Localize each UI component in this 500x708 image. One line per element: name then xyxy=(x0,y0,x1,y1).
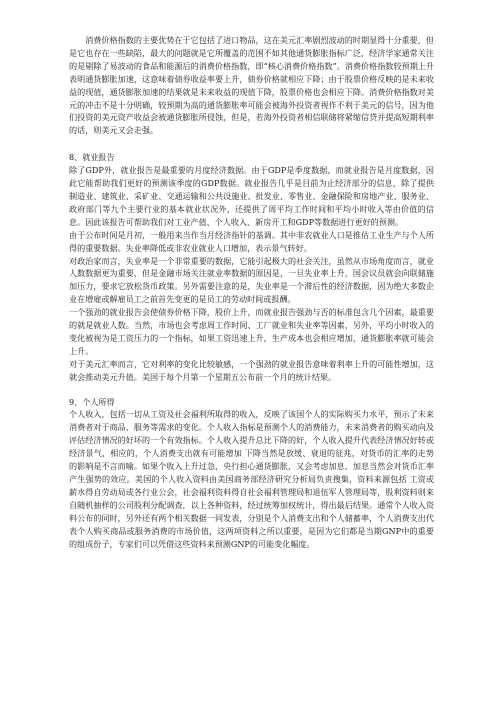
section-heading-employment: 8、就业报告 xyxy=(69,152,115,163)
section-heading-personal-income: 9、个人所得 xyxy=(69,396,115,407)
personal-income-paragraph: 个人收入，包括一切从工资及社会福利所取得的收入，反映了该国个人的实际购买力水平，预示了未来消费者对于商品、服务等需求的变化。个人收入指标是预测个人的消费能力，未来消费者的购买动向及评估经济情况的好坏的一个有效指标。个人收入提升总比下降的好，个人收入提升代表经济情况好转或经济景气，相应的，个人消费支出就有可能增加 下降当然是放缓、衰退的征兆，对货币的汇率的走势的影响是不言而喻。如果个收入上升过急，央行担心通货膨胀，又会考虑加息，加息当然会对货币汇率产生强势的效应。美国的个人收入资料由美国商务部经济研究分析局负责搜集，资料来源包括 工资或薪水得自劳动局或各行业公会，社会福利资料得自社会福利管理局和退伍军人管理局等，股利资料则来自随机抽样的公司股利分配调查，以上各种资料，经过统筹加权统计，得出最后结果。通常个人收入资料公布的同时，另外还有两个相关数据一同发表，分别是个人消费支出和个人储蓄率，个人消费支出代表个人购买商品或服务消费的市场价值，这两项资料之所以重要，是因为它们都是当期GNP中的重要的组成份子，专家们可以凭借这些资料来预测GNP的可能变化幅度。 xyxy=(69,409,434,549)
section-gap xyxy=(69,137,434,151)
employment-paragraph-1: 除了GDP外，就业报告是最重要的月度经济数据。由于GDP是季度数据，而就业报告是月度数据，因此它能帮助我们更好的预测该季度的GDP数据。就业报告几乎是目前为止经济部分的信息，除了提供制造业、建筑业、采矿业、交通运输和公共设施业、批发业、零售业、金融保险和房地产业、服务业、政府部门等九个主要行业的基本就业状况外，还提供了周平均工作时间和平均小时收入等由价值的信息。因此该报告可帮助我们对工业产值、个人收入、新房开工和GDP等数据进行更好的预测。 xyxy=(69,165,434,227)
employment-paragraph-3: 对政治家而言，失业率是一个非常重要的数据，它能引起极大的社会关注，虽然从市场角度而言，就业人数数据更为重要，但是金融市场关注就业率数据的原因是，一旦失业率上升，国会议员就会向联储施加压力，要求它放松货币政策。另外需要注意的是，失业率是一个滞后性的经济数据，因为绝大多数企业在增雇或解雇员工之前首先变更的是员工的劳动时间或报酬。 xyxy=(69,255,434,305)
section-gap xyxy=(69,384,434,396)
employment-paragraph-5: 对于美元汇率而言，它对利率的变化比较敏感，一个强劲的就业报告意味着利率上升的可能性增加，这就会推动美元升值。美国于每个月第一个星期五公布前一个月的统计结果。 xyxy=(69,358,434,382)
employment-paragraph-2: 由于公布时间是月初，一般用来当作当月经济指针的基调。其中非农就业人口是推估工业生产与个人所得的重要数据。失业率降低或非农业就业人口增加，表示景气转好。 xyxy=(69,229,434,253)
cpi-paragraph: 消费价格指数的主要优势在于它包括了进口物品，这在美元汇率剧烈波动的时期显得十分重要，但是它也存在一些缺陷，最大的问题就是它所覆盖的范围不如其他通货膨胀指标广泛，经济学家通常关注的是剔除了易波动的食品和能源后的消费价格指数，即“核心消费价格指数”。消费价格指数较预期上升表明通货膨胀加速，这意味着债券收益率要上升，债券价格就相应下降；由于股票价格反映的是未来收益的现值，通货膨胀加速的结果就是未来收益的现值下降，股票价格也会相应下降。消费价格指数对美元的冲击不是十分明确，较预期为高的通货膨胀率可能会被海外投资者视作不利于美元的信号，因为他们投资的美元资产收益会被通货膨胀所侵蚀，但是，若海外投资者相信联储将紧缩信贷并提高短期利率的话，则美元又会走强。 xyxy=(69,35,434,136)
employment-paragraph-4: 一个强劲的就业报告会使债券价格下降，股价上升，而就业报告强劲与否的标准包含几个因素，最重要的就是就业人数。当然，市场也会考虑周工作时间、工厂就业和失业率等因素，另外，平均小时收入的变化被视为是工资压力的一个指标，如果工资迅速上升，生产成本也会相应增加，通货膨胀率就可能会上升。 xyxy=(69,307,434,356)
